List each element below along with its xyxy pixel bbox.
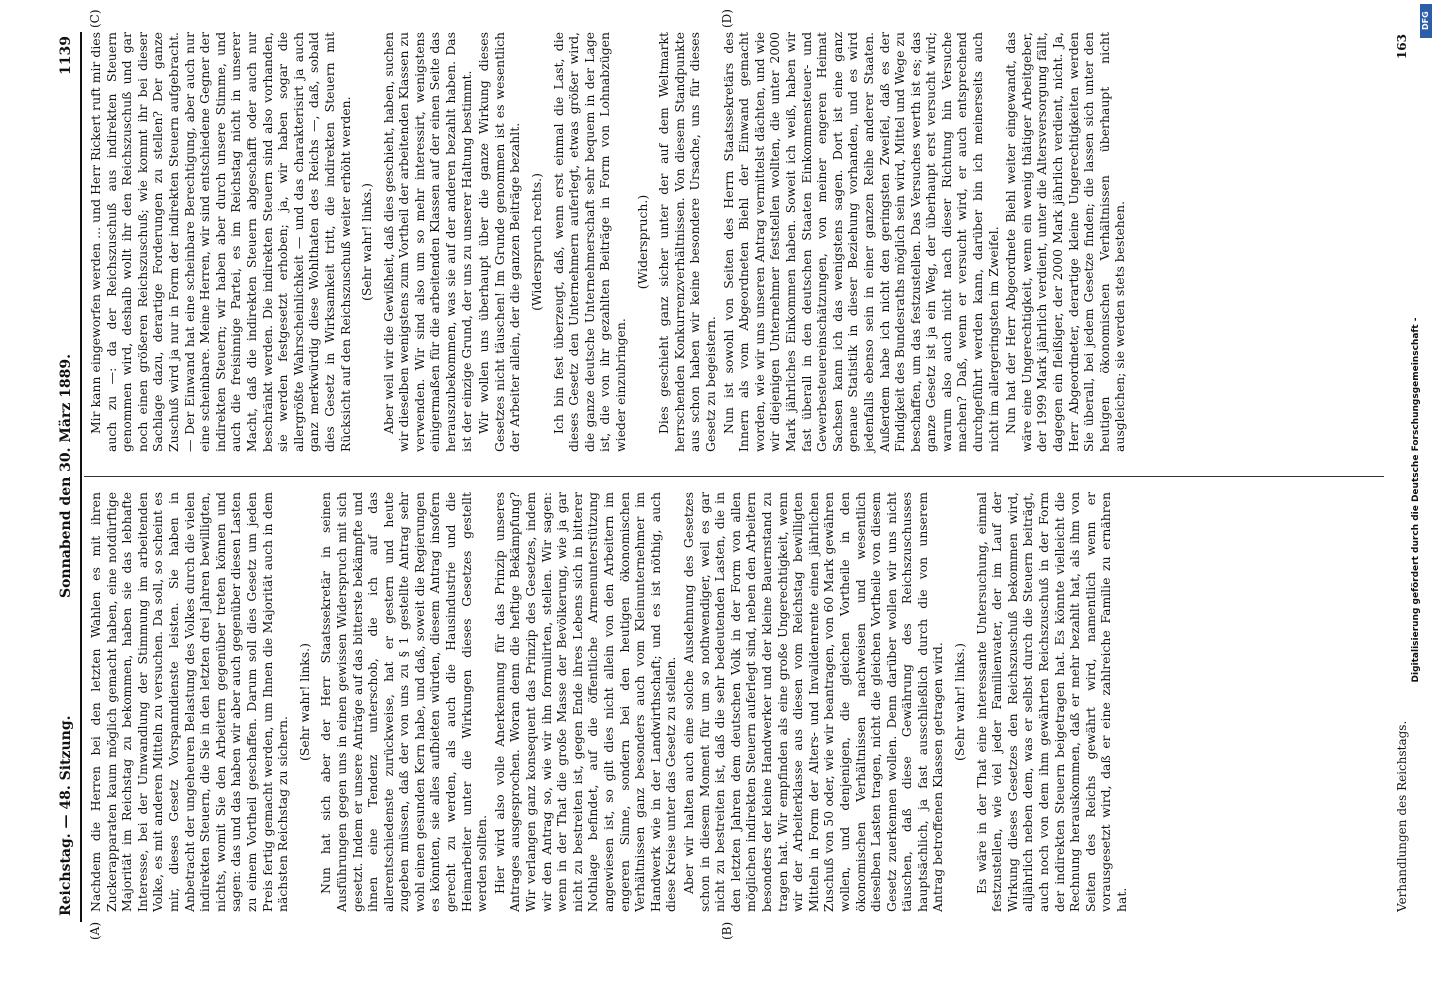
footer-note: Verhandlungen des Reichstags. (1395, 720, 1409, 912)
paragraph: Ich bin fest überzeugt, daß, wenn erst einmal die Last, die dieses Gesetz den Unternehmern auferlegt, etwas größer wird, die ganze deutsche Unternehmerschaft sehr bequem in der Lage ist, die von ihr gezahlten Beiträge in Form von Lohnabzügen wieder einzubringen. (550, 32, 628, 452)
paragraph: Nun ist sowohl von Seiten des Herrn Staatssekretärs des Innern als vom Abgeordneten Biehl der Einwand gemacht worden, wie wir uns unseren Antrag vermittelst dächten, und wie wir diejenigen Unternehmer feststellen wollten, die unter 2000 Mark jährliches Einkommen haben. Soweit ich weiß, haben wir fast überall in den deutschen Staaten Einkommensteuer- und Gewerbesteuereinschätzungen, von meiner engeren Heimat Sachsen kann ich das wenigstens sagen. Dort ist eine ganz genaue Statistik in dieser Beziehung vorhanden, und es wird jedenfalls ebenso sein in einer ganzen Reihe anderer Staaten. Außerdem habe ich nicht den geringsten Zweifel, daß es der Findigkeit des Bundesraths möglich sein wird, Mittel und Wege zu beschaffen, um das festzustellen. Das Versuches werth ist es; das ganze Gesetz ist ja ein Weg, der überhaupt erst versucht wird; warum also auch nicht nach dieser Richtung hin Versuche machen? Daß, wenn er versucht wird, er auch entsprechend durchgeführt werden kann, darüber bin ich meinerseits auch nicht im allergeringsten im Zweifel. (720, 32, 1001, 452)
paragraph: Aber wir halten auch eine solche Ausdehnung des Gesetzes schon in diesem Moment für um so nothwendiger, weil es gar nicht zu bestreiten ist, daß die sehr bedeutenden Lasten, die in den letzten Jahren dem deutschen Volk in der Form von allen möglichen indirekten Steuern auferlegt sind, neben den Arbeitern besonders der kleine Handwerker und der kleine Bauernstand zu tragen hat. Wir empfinden als eine große Ungerechtigkeit, wenn wir der Arbeiterklasse aus diesen vom Reichstag bewilligten Mitteln in Form der Alters- und Invalidenrente einen jährlichen Zuschuß von 50 oder, wie wir beantragen, von 60 Mark gewähren wollen, und denjenigen, die gleichen Vortheile in den ökonomischen Verhältnissen nachweisen und wesentlich dieselben Lasten tragen, nicht die gleichen Vortheile von diesem Gesetz zuerkennen wollen. Denn darüber wollen wir uns nicht täuschen, daß diese Gewährung des Reichszuschusses hauptsächlich, ja fast ausschließlich durch die von unserem Antrag betroffenen Klassen getragen wird. (680, 492, 946, 912)
paragraph: Hier wird also volle Anerkennung für das Prinzip unseres Antrages ausgesprochen. Woran denn die heftige Bekämpfung? Wir verlangen ganz konsequent das Prinzip des Gesetzes, indem wir den Antrag so, wie wir ihn formulirten, stellen. Wir sagen: wenn in der That die große Masse der Bevölkerung, wie ja gar nicht zu bestreiten ist, gegen Ende ihres Lebens sich in bitterer Nothlage befindet, auf die öffentliche Armenunterstützung angewiesen ist, so gilt dies nicht allein von den Arbeitern im engeren Sinne, sondern bei den heutigen ökonomischen Verhältnissen ganz besonders auch vom Kleinunternehmer im Handwerk wie in der Landwirthschaft; und es ist nöthig, auch diese Kreise unter das Gesetz zu stellen. (491, 492, 679, 912)
dfg-logo: DFG (1420, 4, 1432, 38)
column-separator (84, 476, 1384, 477)
left-column (88, 492, 1132, 912)
sheet-number: 163 (1395, 34, 1409, 60)
paragraph: Nachdem die Herren bei den letzten Wahlen es mit ihren Zuckerapparaten kaum möglich gemacht haben, eine notdürftige Majorität im Reichstag zu bekommen, haben sie das lebhafte Interesse, bei der Umwandlung der Stimmung im arbeitenden Volke, es mit anderen Mitteln zu versuchen. Da soll, so scheint es mir, dieses Gesetz Vorspanndienste leisten. Sie haben in Anbetracht der ungeheuren Belastung des Volkes durch die vielen indirekten Steuern, die Sie in den letzten drei Jahren bewilligten, nichts, womit Sie den Arbeitern gegenüber treten können und sagen: das und das haben wir aber auch gegenüber diesen Lasten zu einem Vortheil geschaffen. Darum soll dies Gesetz um jeden Preis fertig gemacht werden, um Ihnen die Majorität auch in dem nächsten Reichstag zu sichern. (88, 492, 291, 912)
margin-marker-d: (D) (720, 9, 734, 28)
paragraph: Aber weil wir die Gewißheit, daß dies geschieht, haben, suchen wir dieselben wenigstens zum Vortheil der arbeitenden Klassen zu verwenden. Wir sind also um so mehr interessirt, wenigstens einigermaßen für die arbeitenden Klassen auf der einen Seite das herauszubekommen, was sie auf der anderen bezahlt haben. Das ist der einzige Grund, der uns zu unserer Haltung bestimmt. (380, 32, 474, 452)
header-date: Sonnabend den 30. März 1889. (58, 354, 74, 599)
paragraph: Nun hat sich aber der Herr Staatssekretär in seinen Ausführungen gegen uns in einen gewissen Widerspruch mit sich gesetzt. Indem er unsere Anträge auf das bitterste bekämpfte und ihnen eine Tendenz unterschob, die ich auf das allerentschiedenste zurückweise, hat er gestern und heute zugeben müssen, daß der von uns zu § 1 gestellte Antrag sehr wohl einen gesunden Kern habe, und daß, soweit die Regierungen es könnten, sie alles aufbieten würden, diesem Antrag insofern gerecht zu werden, als auch die Hausindustrie und die Heimarbeiter unter die Wirkungen dieses Gesetzes gestellt werden sollten. (318, 492, 490, 912)
interjection: (Sehr wahr! links.) (359, 183, 375, 301)
interjection: (Sehr wahr! links.) (952, 643, 968, 761)
page-number: 1139 (58, 36, 74, 75)
header-left: Reichstag. — 48. Sitzung. (58, 715, 74, 916)
paragraph: Mir kann eingeworfen werden ... und Herr Rickert ruft mir dies auch zu —: da der Reichszuschuß aus indirekten Steuern genommen wird, deshalb wollt ihr den Reichszuschuß und gar noch einen größeren Reichszuschuß; wie kommt ihr bei dieser Sachlage dazu, derartige Forderungen zu stellen? Der ganze Zuschuß wird ja nur in Form der indirekten Steuern aufgebracht. — Der Einwand hat eine scheinbare Berechtigung, aber auch nur eine scheinbare. Meine Herren, wir sind entschiedene Gegner der indirekten Steuern; wir haben aber durch unsere Stimme, und auch die freisinnige Partei, es im Reichstag nicht in unserer Macht, daß die indirekten Steuern abgeschafft oder auch nur beschränkt werden. Die indirekten Steuern sind also vorhanden, sie werden festgesetzt erhoben; ja, wir haben sogar die allergrößte Wahrscheinlichkeit — und das charakterisirt ja auch ganz merkwürdig diese Wohlthaten des Reichs —, daß, sobald dies Gesetz in Wirksamkeit tritt, die indirekten Steuern mit Rücksicht auf den Reichszuschuß weiter erhöht werden. (88, 32, 353, 452)
header-rule (80, 32, 82, 922)
interjection: (Widerspruch.) (634, 194, 650, 290)
paragraph: Wir wollen uns überhaupt über die ganze Wirkung dieses Gesetzes nicht täuschen! Im Grunde genommen ist es wesentlich der Arbeiter allein, der die ganzen Beiträge bezahlt. (476, 32, 523, 452)
interjection: (Sehr wahr! links.) (296, 643, 312, 761)
paragraph: Dies geschieht ganz sicher unter der auf dem Weltmarkt herrschenden Konkurrenzverhältnissen. Von diesem Standpunkte aus schon haben wir keine besondere Ursache, uns für dieses Gesetz zu begeistern. (656, 32, 718, 452)
right-column (88, 32, 1130, 452)
page-header (58, 36, 76, 916)
margin-marker-c: (C) (88, 9, 102, 28)
dfg-notice: Digitalisierung gefördert durch die Deutsche Forschungsgemeinschaft - (1411, 317, 1421, 683)
paragraph: Es wäre in der That eine interessante Untersuchung, einmal festzustellen, wie viel jeder Familienvater, der im Lauf der Wirkung dieses Gesetzes den Reichszuschuß bekommen wird, alljährlich neben dem, was er selbst durch die Steuern beiträgt, auch noch von dem ihm gewährten Reichszuschuß in der Form der indirekten Steuern beigetragen hat. Es könnte vielleicht die Rechnung herauskommen, daß er mehr bezahlt hat, als ihm von Seiten des Reichs gewährt wird, namentlich wenn er vorausgesetzt wird, daß er eine zahlreiche Familie zu ernähren hat. (973, 492, 1129, 912)
interjection: (Widerspruch rechts.) (529, 173, 545, 311)
margin-marker-a: (A) (88, 921, 102, 940)
paragraph: Nun hat der Herr Abgeordnete Biehl weiter eingewandt, das wäre eine Ungerechtigkeit, wenn ein wenig thätiger Arbeitgeber, der 1999 Mark jährlich verdient, unter die Altersversorgung fällt, dagegen ein fleißiger, der 2000 Mark jährlich verdient, nicht. Ja, Herr Abgeordneter, derartige kleine Ungerechtigkeiten werden Sie überall, bei jedem Gesetze finden; die lassen sich unter den heutigen ökonomischen Verhältnissen überhaupt nicht ausgleichen; sie werden stets bestehen. (1003, 32, 1128, 452)
margin-marker-b: (B) (720, 921, 734, 940)
